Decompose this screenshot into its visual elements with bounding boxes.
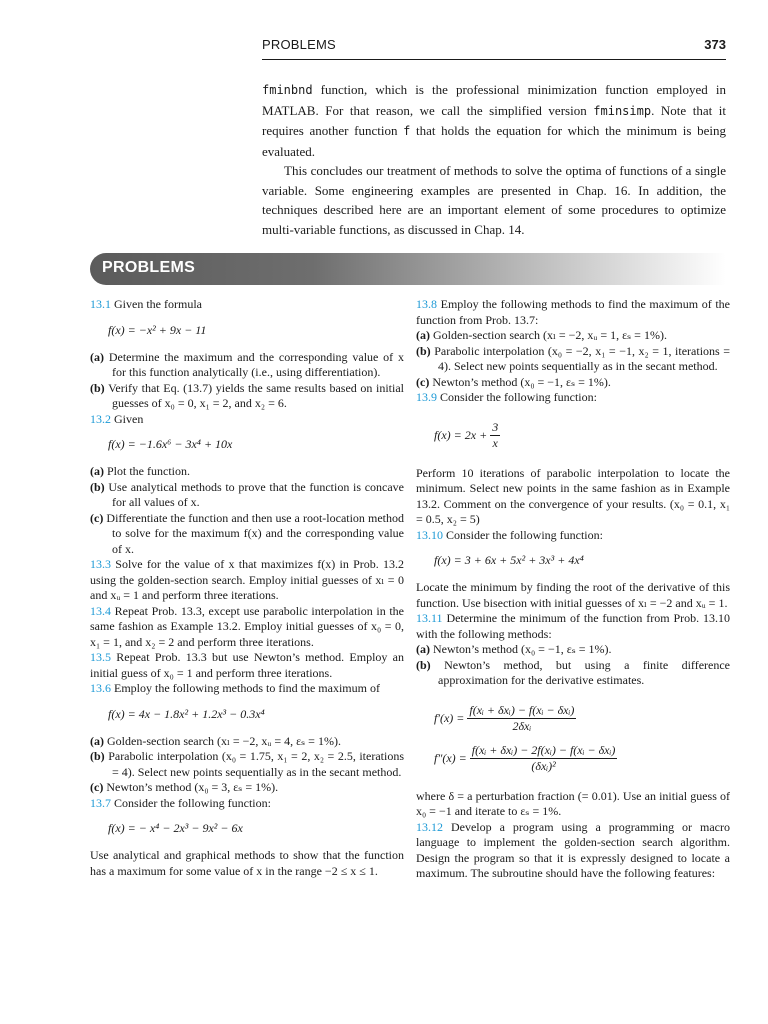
problem-part: (b) Verify that Eq. (13.7) yields the same results based on initial guesses of x₀ = 0, x₁ = 2, and x₂ = 6. (90, 380, 404, 410)
problem-13-7-text: Use analytical and graphical methods to show that the function has a maximum for some value of x in the range −2 ≤ x ≤ 1. (90, 848, 404, 878)
problem-number: 13.6 (90, 681, 111, 695)
problem-part: (c) Differentiate the function and then use a root-location method to solve for the maximum f(x) and the corresponding value of x. (90, 510, 405, 556)
equation: f(x) = − x⁴ − 2x³ − 9x² − 6x (108, 821, 243, 835)
problem-13-11: 13.11 Determine the minimum of the function from Prob. 13.10 with the following methods: (416, 611, 730, 641)
equation: f(x) = 4x − 1.8x² + 1.2x³ − 0.3x⁴ (108, 706, 265, 721)
problem-number: 13.8 (416, 297, 437, 311)
problem-part: (a) Plot the function. (90, 464, 190, 478)
problem-13-3: 13.3 Solve for the value of x that maximizes f(x) in Prob. 13.2 using the golden-section search. Employ initial guesses of xₗ = 0 and xᵤ = 1 and perform three iterations. (90, 557, 404, 602)
problem-part: (b) Parabolic interpolation (x₀ = −2, x₁ = −1, x₂ = 1, iterations = 4). Select new points sequentially as in the secant method. (416, 343, 730, 373)
fraction: $\frac{\text{f(xᵢ + δxᵢ) − 2f(xᵢ) − f(xᵢ − δxᵢ)}}{\text{(δxᵢ)²}}$ (471, 742, 616, 773)
problem-number: 13.4 (90, 603, 111, 618)
problem-part: (a) Determine the maximum and the corresponding value of x for this function analytically (i.e., using differentiation). (90, 349, 404, 379)
problem-number: 13.7 (90, 795, 111, 810)
problem-number: 13.12 (416, 819, 443, 834)
problem-part: (a) Newton’s method (x₀ = −1, εₛ = 1%). (416, 642, 612, 656)
finite-difference-first: f′(x) = $\frac{\text{f(xᵢ + δxᵢ) − f(xᵢ − δxᵢ)}}{\text{2δxᵢ}}$ (434, 702, 575, 733)
problem-number: 13.9 (416, 390, 437, 404)
fraction: $\frac{3}{x}$ (492, 419, 499, 450)
problem-part: (b) Use analytical methods to prove that the function is concave for all values of x. (90, 479, 405, 509)
problem-13-7: 13.7 Consider the following function: (90, 795, 271, 810)
equation: f(x) = 2x + $\frac{3}{x}$ (434, 419, 499, 450)
equation: f(x) = −x² + 9x − 11 (108, 322, 207, 337)
problem-part: (b) Newton’s method, but using a finite difference approximation for the derivative estimates. (416, 657, 731, 687)
problem-part: (b) Parabolic interpolation (x₀ = 1.75, x₁ = 2, x₂ = 2.5, iterations = 4). Select new points sequentially as in the secant method. (90, 749, 404, 779)
problem-number: 13.11 (416, 611, 443, 625)
problem-13-9: 13.9 Consider the following function: (416, 390, 597, 404)
problem-part: (a) Golden-section search (xₗ = −2, xᵤ = 4, εₛ = 1%). (90, 733, 341, 748)
problem-13-8: 13.8 Employ the following methods to find the maximum of the function from Prob. 13.7: (416, 297, 730, 327)
problem-13-12: 13.12 Develop a program using a programming or macro language to implement the golden-section search algorithm. Design the program so that it is expressly designed to locate a maximum. The subroutine should have the following features: (416, 819, 730, 880)
code-fminbnd: fminbnd (262, 83, 313, 97)
page-number: 373 (704, 37, 726, 52)
section-title: PROBLEMS (102, 259, 196, 276)
code-f: f (403, 124, 411, 138)
finite-difference-second: f″(x) = $\frac{\text{f(xᵢ + δxᵢ) − 2f(xᵢ) − f(xᵢ − δxᵢ)}}{\text{(δxᵢ)²}}$ (434, 742, 616, 773)
running-header (262, 37, 726, 60)
problem-13-10-text: Locate the minimum by finding the root of the derivative of this function. Use bisection with initial guesses of xₗ = −2 and xᵤ = 1. (416, 580, 730, 610)
fraction: $\frac{\text{f(xᵢ + δxᵢ) − f(xᵢ − δxᵢ)}}{\text{2δxᵢ}}$ (469, 702, 575, 733)
problem-13-4: 13.4 Repeat Prob. 13.3, except use parabolic interpolation in the same fashion as Example 13.2. Employ initial guesses of x₀ = 0, x₁ = 1, and x₂ = 2 and perform three iterations. (90, 603, 405, 649)
code-fminsimp: fminsimp (593, 103, 652, 118)
problem-part: (c) Newton’s method (x₀ = 3, εₛ = 1%). (90, 780, 279, 794)
problem-part: (a) Golden-section search (xₗ = −2, xᵤ = 1, εₛ = 1%). (416, 328, 667, 342)
intro-paragraph-2: This concludes our treatment of methods to solve the optima of functions of a single variable. Some engineering examples are presented in Chap. 16. In addition, the techniques described here are an important element of some procedures to optimize multi-variable functions, as discussed in Chap. 14. (262, 163, 726, 237)
problems-right-column (416, 297, 730, 882)
problem-13-10: 13.10 Consider the following function: (416, 527, 603, 542)
equation: f(x) = −1.6x⁶ − 3x⁴ + 10x (108, 437, 233, 451)
problem-number: 13.1 (90, 297, 111, 311)
intro-text (262, 80, 726, 239)
equation: f(x) = 3 + 6x + 5x² + 3x³ + 4x⁴ (434, 553, 584, 567)
problem-number: 13.3 (90, 557, 111, 571)
problem-13-2: 13.2 Given (90, 411, 144, 426)
problem-13-11-text: where δ = a perturbation fraction (= 0.01). Use an initial guess of x₀ = −1 and iterate to εₛ = 1%. (416, 788, 730, 818)
problem-13-5: 13.5 Repeat Prob. 13.3 but use Newton’s method. Employ an initial guess of x₀ = 1 and perform three iterations. (90, 650, 404, 680)
problems-left-column (90, 297, 404, 879)
running-header-title: PROBLEMS (262, 37, 336, 52)
problem-number: 13.5 (90, 650, 111, 664)
problem-number: 13.10 (416, 527, 443, 542)
problem-number: 13.2 (90, 411, 111, 426)
problem-part: (c) Newton’s method (x₀ = −1, εₛ = 1%). (416, 374, 611, 389)
problem-13-9-text: Perform 10 iterations of parabolic interpolation to locate the minimum. Select new points in the same fashion as in Example 13.2. Comment on the convergence of your results. (x₀ = 0.1, x₁ = 0.5, x₂ = 5) (416, 465, 730, 526)
intro-paragraph-1: fminbnd function, which is the professional minimization function employed in MATLAB. For that reason, we call the simplified version fminsimp. Note that it requires another function f that holds the equation for which the minimum is being evaluated. (262, 82, 726, 159)
section-banner (90, 253, 726, 285)
problem-13-6: 13.6 Employ the following methods to find the maximum of (90, 681, 380, 695)
problem-13-1: 13.1 Given the formula (90, 297, 202, 311)
